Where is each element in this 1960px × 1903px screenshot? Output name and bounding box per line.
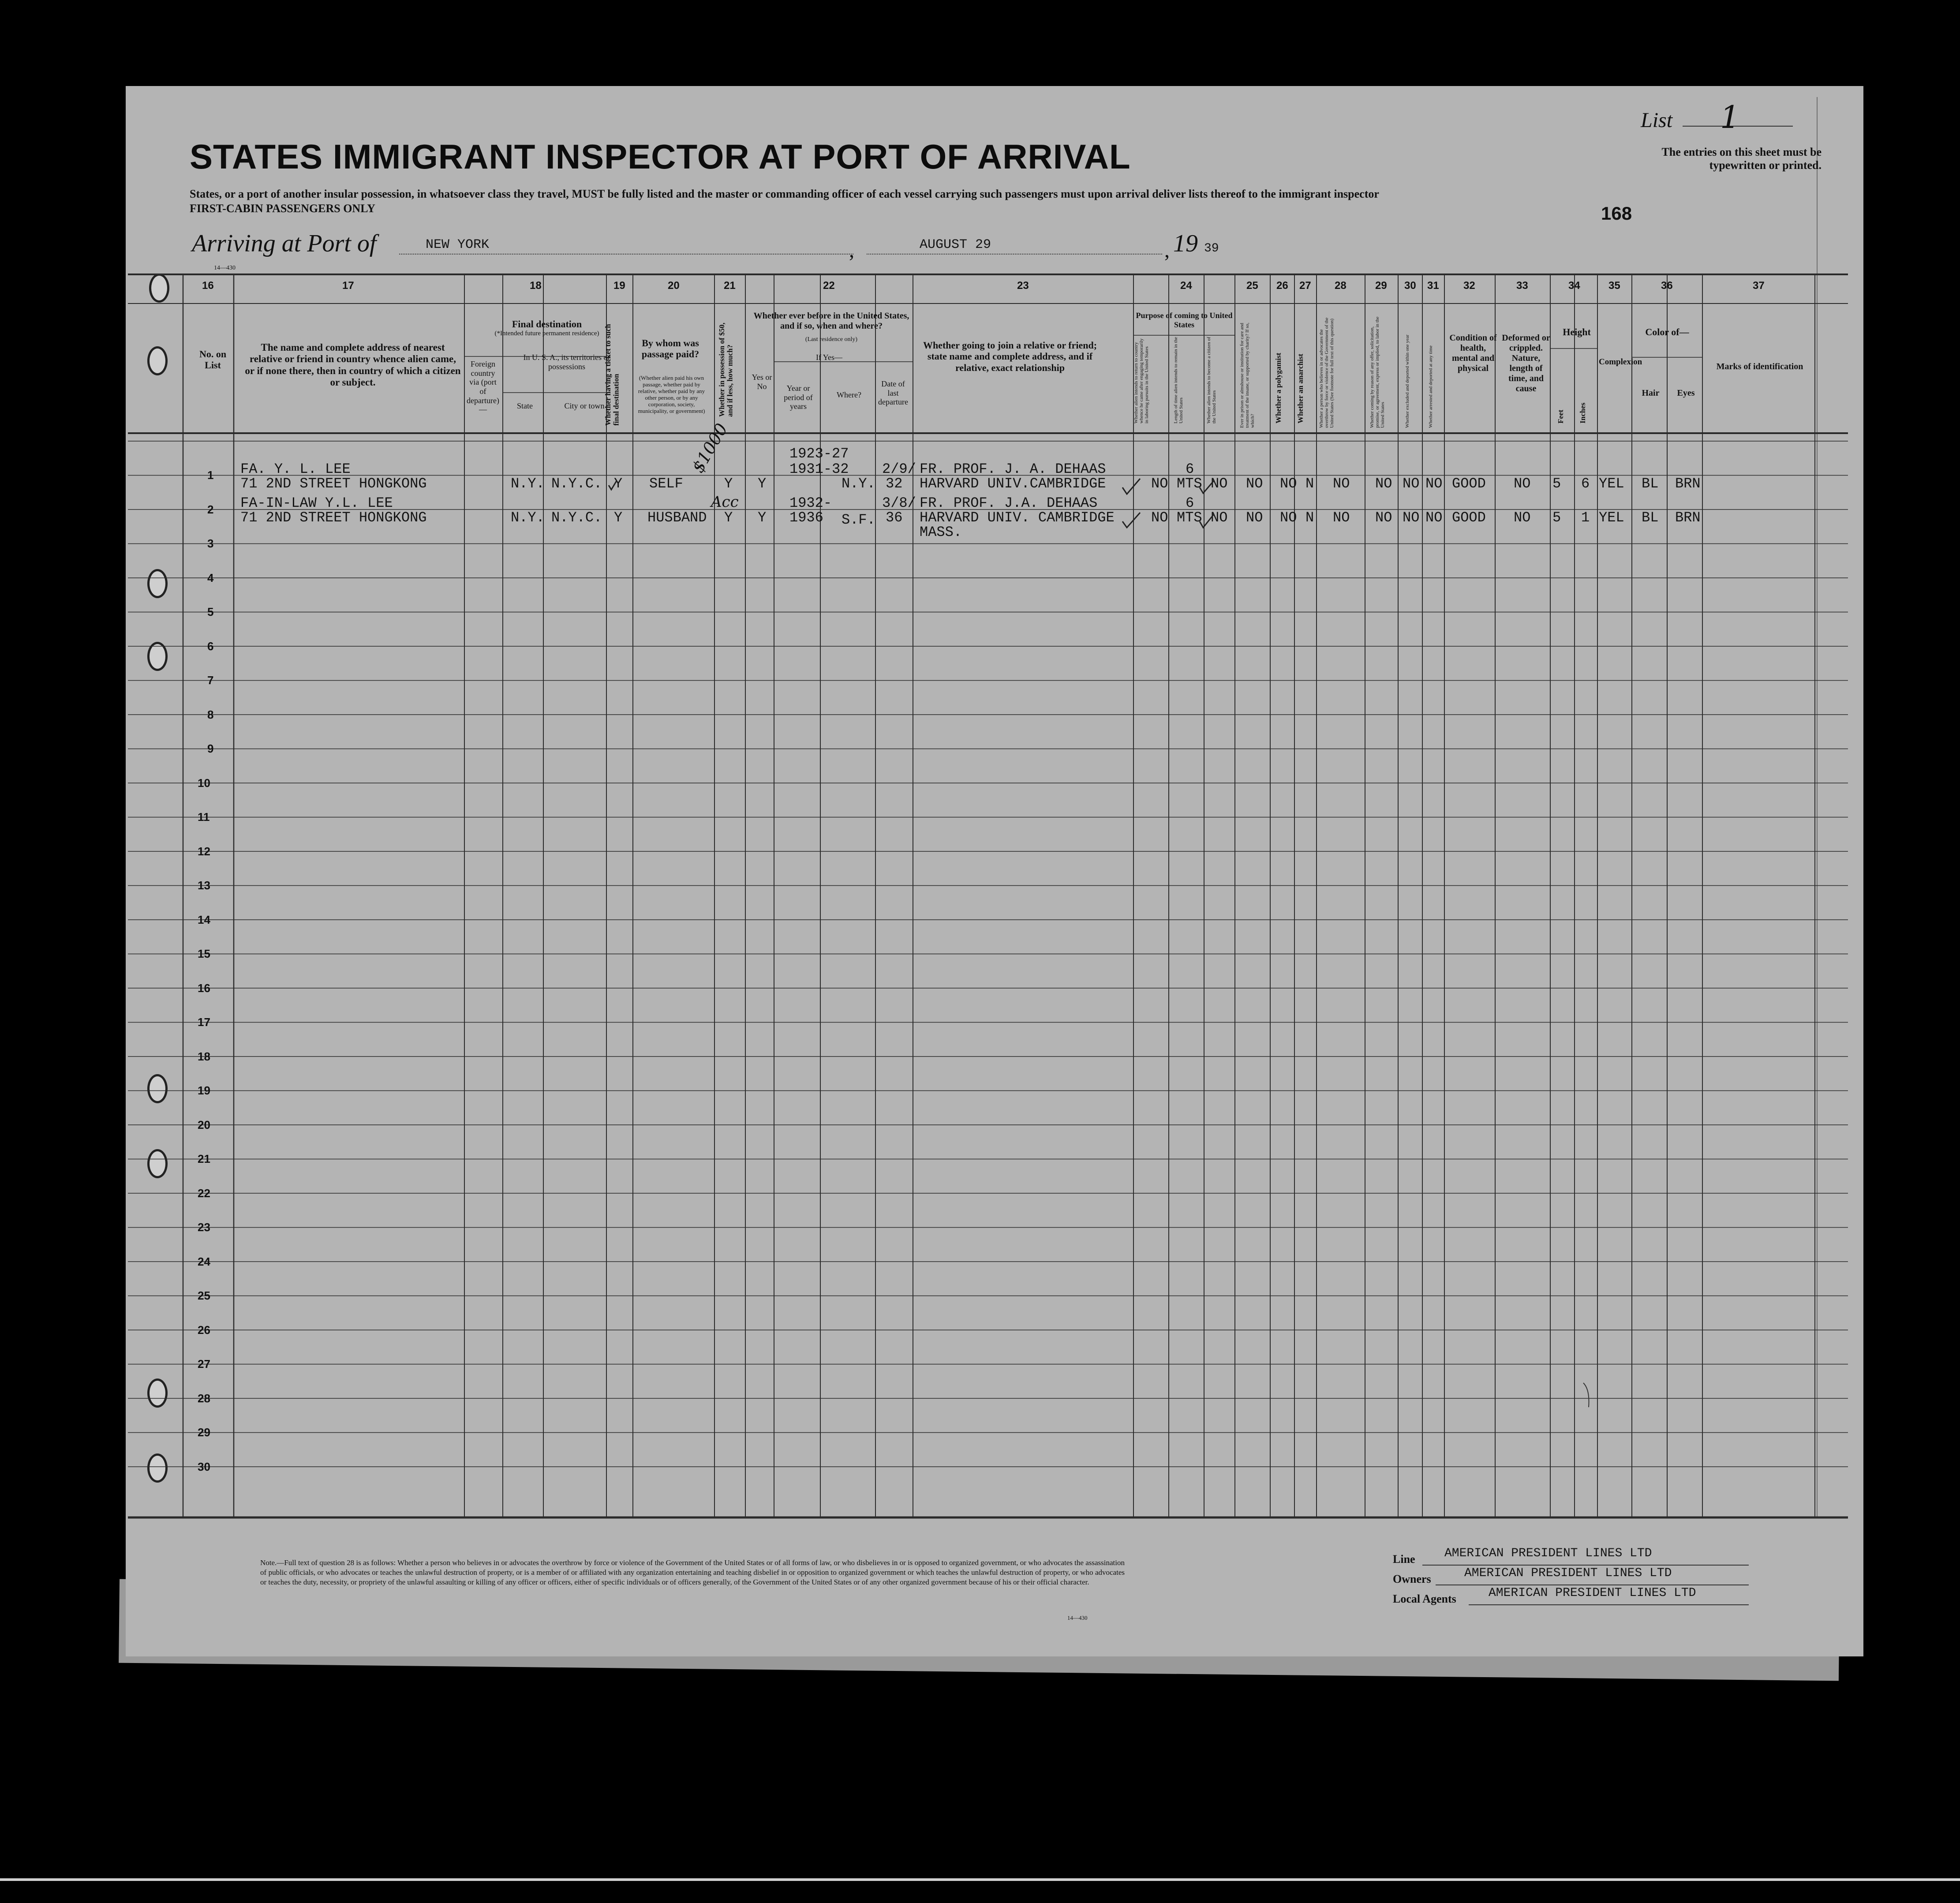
header-c19: Whether having a ticket to such final destination xyxy=(604,324,621,426)
row2-feet: 5 xyxy=(1552,509,1561,526)
header-c30: Whether excluded and deported within one year xyxy=(1405,334,1410,428)
header-c32: Condition of health, mental and physical xyxy=(1449,333,1497,373)
list-value: 1 xyxy=(1720,99,1740,135)
header-c18-state: State xyxy=(517,401,533,410)
header-c18-usa: In U. S. A., its territories or possessions xyxy=(523,353,610,371)
footer-note: Note.—Full text of question 28 is as follows: Whether a person who believes in or advocates the overthrow by force or violence of the Government of the United States or of all forms of law, or who disbelieves in or is opposed to organized government, or who advocates the assassination of public officials, or who advocates or teaches the unlawful destruction of property, or is a member of or affiliated with any organization entertaining and teaching disbelief in or opposition to organized government or which teaches the unlawful destruction of property, or who advocates or teaches the duty, necessity, or propriety of the unlawful assaulting or killing of any officer or officers, either of specific individuals or of officers generally, of the Government of the United States or of any other organized government because of his or their official character. xyxy=(260,1558,1125,1587)
row-number: 25 xyxy=(198,1289,210,1302)
column-number: 32 xyxy=(1463,280,1475,292)
row1-years-1: 1923-27 xyxy=(789,446,849,462)
header-c24: Purpose of coming to United States xyxy=(1136,311,1233,329)
row2-date-1: 3/8/ xyxy=(882,495,916,511)
header-subtitle-2: FIRST-CABIN PASSENGERS ONLY xyxy=(190,202,375,215)
header-c18-city: City or town xyxy=(564,401,605,410)
row1-paid-by: SELF xyxy=(649,476,683,492)
line-label: Line xyxy=(1393,1553,1415,1566)
header-c28: Whether a person who believes in or advocates the overthrow by force or violence of the Government of the United States (See footnote for full text of this question) xyxy=(1319,317,1335,428)
row2-where: S.F. xyxy=(842,512,875,528)
column-number: 28 xyxy=(1335,280,1347,292)
row-number: 20 xyxy=(198,1118,210,1131)
year-suffix: 39 xyxy=(1204,242,1219,255)
row-number: 28 xyxy=(198,1391,210,1405)
row1-return: NO xyxy=(1151,476,1168,492)
header-c22-note: (Last residence only) xyxy=(805,336,858,343)
header-c24-a: Whether alien intends to return to country whence he came after engaging temporarily in laboring pursuits in the United States xyxy=(1133,338,1150,423)
header-c37: Marks of identification xyxy=(1716,362,1803,371)
row1-relative-address: 71 2ND STREET HONGKONG xyxy=(240,476,427,492)
row2-city: N.Y.C. xyxy=(551,509,602,526)
row1-before: Y xyxy=(758,476,767,492)
row2-complexion: YEL xyxy=(1599,509,1624,526)
row1-inches: 6 xyxy=(1581,476,1590,492)
header-c36-hair: Hair xyxy=(1642,388,1660,398)
row2-length-1: 6 xyxy=(1186,495,1194,511)
header-c34-feet: Feet xyxy=(1556,409,1565,423)
row2-years-2: 1936 xyxy=(789,509,823,526)
row2-ticket: Y xyxy=(614,509,623,526)
row1-hair: BL xyxy=(1642,476,1659,492)
column-number: 18 xyxy=(530,280,542,292)
port-value: NEW YORK xyxy=(426,237,490,252)
row-number: 30 xyxy=(198,1460,210,1473)
comma: , xyxy=(1164,239,1170,262)
row-number: 19 xyxy=(198,1084,210,1097)
row1-feet: 5 xyxy=(1552,476,1561,492)
header-c17: The name and complete address of nearest relative or friend in country whence alien came, or if none there, then in country of which a citizen or subject. xyxy=(245,342,461,388)
row2-money-note: Acc xyxy=(711,493,739,511)
row-number: 2 xyxy=(207,502,214,516)
row1-polygamist: NO xyxy=(1280,476,1297,492)
row-number: 17 xyxy=(198,1015,210,1029)
header-c21: Whether in possession of $50, and if less, how much? xyxy=(718,322,734,417)
row1-years-2: 1931-32 xyxy=(789,461,849,477)
row-number: 22 xyxy=(198,1186,210,1200)
row2-anarchist: N xyxy=(1305,509,1314,526)
row1-length-1: 6 xyxy=(1186,461,1194,477)
header-c33: Deformed or crippled. Nature, length of time, and cause xyxy=(1502,333,1550,393)
row1-money: Y xyxy=(724,476,733,492)
column-number: 35 xyxy=(1608,280,1620,292)
header-c22-date: Date of last departure xyxy=(878,379,908,407)
line-underline xyxy=(1422,1565,1749,1566)
header-c22: Whether ever before in the United States, and if so, when and where? xyxy=(753,311,909,331)
row-number: 23 xyxy=(198,1221,210,1234)
row-number: 27 xyxy=(198,1357,210,1371)
row1-complexion: YEL xyxy=(1599,476,1624,492)
row1-q31: NO xyxy=(1425,476,1443,492)
column-number: 17 xyxy=(342,280,354,292)
row1-state: N.Y. xyxy=(511,476,545,492)
line-value: AMERICAN PRESIDENT LINES LTD xyxy=(1444,1547,1652,1560)
owners-label: Owners xyxy=(1393,1573,1431,1585)
column-number: 19 xyxy=(613,280,625,292)
row1-q30: NO xyxy=(1403,476,1420,492)
arriving-label: Arriving at Port of xyxy=(192,230,377,257)
row1-deformed: NO xyxy=(1514,476,1531,492)
row-number: 5 xyxy=(207,605,214,618)
row2-health: GOOD xyxy=(1452,509,1486,526)
column-number: 26 xyxy=(1276,280,1288,292)
header-c23: Whether going to join a relative or friend; state name and complete address, and if relative, exact relationship xyxy=(923,340,1097,373)
row1-prison: NO xyxy=(1246,476,1263,492)
header-c34-inches: Inches xyxy=(1578,402,1587,423)
form-code: 14—430 xyxy=(214,265,236,271)
row2-relative-address: 71 2ND STREET HONGKONG xyxy=(240,509,427,526)
header-c22-ifyes: If Yes— xyxy=(815,353,842,362)
row2-join-3: MASS. xyxy=(920,524,962,540)
sheet-number: 168 xyxy=(1601,203,1632,224)
header-c31: Whether arrested and deported at any time xyxy=(1428,345,1433,428)
header-c22-years: Year or period of years xyxy=(784,384,813,411)
header-c22-where: Where? xyxy=(837,390,861,399)
row1-ticket: Y xyxy=(614,476,623,492)
row2-q28: NO xyxy=(1333,509,1350,526)
row2-relative-name: FA-IN-LAW Y.L. LEE xyxy=(240,495,393,511)
row2-citizen: NO xyxy=(1211,509,1228,526)
column-number: 30 xyxy=(1404,280,1416,292)
row1-money-note: $1000 xyxy=(688,420,732,476)
row-number: 3 xyxy=(207,537,214,550)
row1-city: N.Y.C. xyxy=(551,476,602,492)
header-c22-yesno: Yes or No xyxy=(752,373,772,391)
row2-deformed: NO xyxy=(1514,509,1531,526)
header-c16: No. on List xyxy=(199,348,227,371)
agents-underline xyxy=(1469,1604,1749,1605)
row-number: 6 xyxy=(207,639,214,653)
row2-before: Y xyxy=(758,509,767,526)
header-c20: By whom was passage paid? xyxy=(641,337,699,360)
row2-hair: BL xyxy=(1642,509,1659,526)
footer-form-code: 14—430 xyxy=(1067,1615,1088,1621)
row2-q31: NO xyxy=(1425,509,1443,526)
column-number: 34 xyxy=(1568,280,1580,292)
row2-q29: NO xyxy=(1375,509,1392,526)
row-number: 8 xyxy=(207,708,214,721)
comma: , xyxy=(849,239,854,262)
row-number: 16 xyxy=(198,981,210,995)
row1-health: GOOD xyxy=(1452,476,1486,492)
header-c26: Whether a polygamist xyxy=(1274,352,1283,423)
local-agents-label: Local Agents xyxy=(1393,1592,1456,1605)
column-number: 25 xyxy=(1246,280,1258,292)
header-c20-note: (Whether alien paid his own passage, whether paid by relative, whether paid by any other person, or by any corporation, society, municipality, or government) xyxy=(638,375,705,414)
row1-relative-name: FA. Y. L. LEE xyxy=(240,461,351,477)
row-number: 15 xyxy=(198,947,210,960)
row-number: 10 xyxy=(198,776,210,790)
column-number: 22 xyxy=(823,280,835,292)
port-underline xyxy=(399,254,853,255)
header-c25: Ever in prison or almshouse or institution for care and treatment of the insane, or supported by charity? If so, which? xyxy=(1239,322,1256,428)
row1-q29: NO xyxy=(1375,476,1392,492)
column-number: 33 xyxy=(1516,280,1528,292)
column-number: 36 xyxy=(1661,280,1673,292)
row-number: 9 xyxy=(207,742,214,755)
row1-date-2: 32 xyxy=(886,476,903,492)
column-number: 27 xyxy=(1299,280,1311,292)
row-number: 24 xyxy=(198,1255,210,1268)
row-number: 4 xyxy=(207,571,214,584)
header-c34: Height xyxy=(1563,326,1591,337)
header-c27: Whether an anarchist xyxy=(1296,353,1305,423)
column-number: 23 xyxy=(1017,280,1029,292)
row-number: 21 xyxy=(198,1152,210,1165)
header-c18-foreign: Foreign country via (port of departure)— xyxy=(467,360,499,414)
row2-q30: NO xyxy=(1403,509,1420,526)
column-number: 31 xyxy=(1427,280,1439,292)
row2-length-2: MTS xyxy=(1177,509,1202,526)
row1-join-1: FR. PROF. J. A. DEHAAS xyxy=(920,461,1106,477)
column-number: 20 xyxy=(668,280,680,292)
column-number: 21 xyxy=(724,280,736,292)
date-value: AUGUST 29 xyxy=(920,237,991,252)
row2-years-1: 1932- xyxy=(789,495,832,511)
row2-prison: NO xyxy=(1246,509,1263,526)
header-subtitle: States, or a port of another insular possession, in whatsoever class they travel, MUST be fully listed and the master or commanding officer of each vessel carrying such passengers must upon arrival deliver lists thereof to the immigrant inspector xyxy=(190,187,1379,200)
row-number: 7 xyxy=(207,674,214,687)
row2-money: Y xyxy=(724,509,733,526)
row2-polygamist: NO xyxy=(1280,509,1297,526)
row2-join-1: FR. PROF. J.A. DEHAAS xyxy=(920,495,1098,511)
typewritten-note: The entries on this sheet must be typewritten or printed. xyxy=(1661,146,1822,172)
row-number: 26 xyxy=(198,1323,210,1337)
row1-length-2: MTS xyxy=(1177,476,1202,492)
header-c35: Complexion xyxy=(1599,357,1642,367)
header-c24-b: Length of time alien intends to remain in the United States xyxy=(1173,337,1184,423)
year-prefix: 19 xyxy=(1173,230,1198,257)
row-number: 29 xyxy=(198,1426,210,1439)
header-c18-note: (*Intended future permanent residence) xyxy=(494,330,599,337)
column-number: 37 xyxy=(1753,280,1765,292)
header-c29: Whether coming by reason of any offer, solicitation, promise, or agreement, express or implied, to labor in the United States xyxy=(1369,316,1386,428)
column-number: 16 xyxy=(202,280,214,292)
row1-where: N.Y. xyxy=(842,476,875,492)
row1-citizen: NO xyxy=(1211,476,1228,492)
row1-eyes: BRN xyxy=(1675,476,1701,492)
column-number: 24 xyxy=(1180,280,1192,292)
row1-anarchist: N xyxy=(1305,476,1314,492)
header-c36-eyes: Eyes xyxy=(1677,388,1695,398)
owners-value: AMERICAN PRESIDENT LINES LTD xyxy=(1464,1566,1672,1580)
agents-value: AMERICAN PRESIDENT LINES LTD xyxy=(1489,1586,1696,1600)
page-title: STATES IMMIGRANT INSPECTOR AT PORT OF ARRIVAL xyxy=(190,137,1131,176)
row2-eyes: BRN xyxy=(1675,509,1701,526)
row2-join-2: HARVARD UNIV. CAMBRIDGE xyxy=(920,509,1115,526)
header-c18: Final destination xyxy=(512,318,582,330)
row2-paid-by: HUSBAND xyxy=(647,509,707,526)
column-number: 29 xyxy=(1375,280,1387,292)
date-underline xyxy=(867,254,1162,255)
row-number: 12 xyxy=(198,844,210,858)
row-number: 14 xyxy=(198,913,210,926)
row2-return: NO xyxy=(1151,509,1168,526)
row2-date-2: 36 xyxy=(886,509,903,526)
row1-date-1: 2/9/ xyxy=(882,461,916,477)
row2-state: N.Y. xyxy=(511,509,545,526)
list-label: List xyxy=(1641,109,1673,132)
header-c24-c: Whether alien intends to become a citizen of the United States xyxy=(1206,337,1217,423)
row-number: 11 xyxy=(198,810,210,824)
header-c36: Color of— xyxy=(1645,326,1689,337)
row1-join-2: HARVARD UNIV.CAMBRIDGE xyxy=(920,476,1106,492)
row1-q28: NO xyxy=(1333,476,1350,492)
row2-inches: 1 xyxy=(1581,509,1590,526)
row-number: 13 xyxy=(198,879,210,892)
row-number: 18 xyxy=(198,1049,210,1063)
row-number: 1 xyxy=(207,468,214,482)
